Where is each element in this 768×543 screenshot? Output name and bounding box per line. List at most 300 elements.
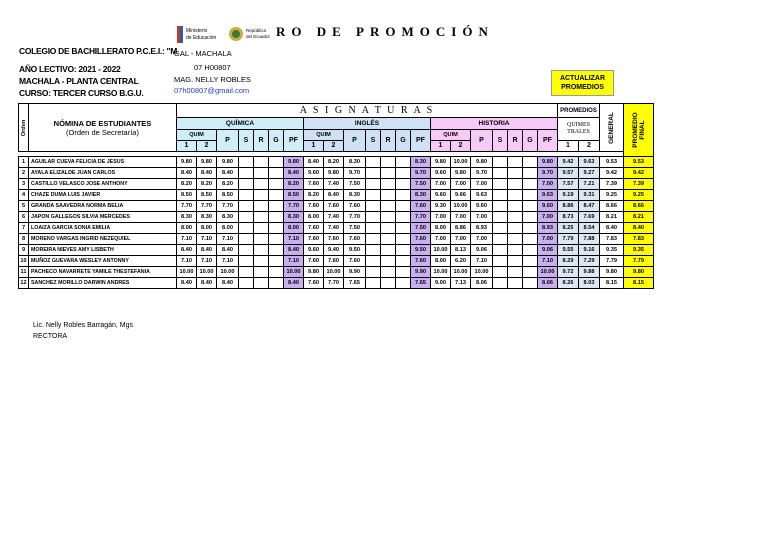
avg-q1: 8.29 xyxy=(558,256,579,267)
ingles-pf: 7.65 xyxy=(411,278,431,289)
avg-q1: 9.19 xyxy=(558,190,579,201)
historia-p: 10.00 xyxy=(471,267,493,278)
avg-q2: 9.31 xyxy=(579,190,600,201)
historia-p: 9.63 xyxy=(471,190,493,201)
signer-name: Lic. Nelly Robles Barragán, Mgs xyxy=(33,322,133,329)
quimica-g xyxy=(269,223,284,234)
ingles-s xyxy=(366,190,381,201)
avg-q1: 9.72 xyxy=(558,267,579,278)
quimica-pf: 8.20 xyxy=(284,179,304,190)
ingles-r xyxy=(381,256,396,267)
historia-s xyxy=(493,201,508,212)
row-order: 9 xyxy=(19,245,29,256)
quimica-q2: 8.00 xyxy=(197,223,217,234)
historia-q2: 9.66 xyxy=(451,190,471,201)
ingles-q1: 9.60 xyxy=(304,245,324,256)
quimica-r xyxy=(254,256,269,267)
student-list-header xyxy=(29,104,177,152)
pf-col-1: PF xyxy=(284,130,304,152)
ingles-q2: 9.80 xyxy=(324,168,344,179)
quimestrales-header: QUIMES TRALES xyxy=(558,118,600,141)
ingles-p: 7.65 xyxy=(344,278,366,289)
quimica-r xyxy=(254,267,269,278)
grades-table xyxy=(18,103,654,289)
final-average: 8.21 xyxy=(624,212,654,223)
avg-q1: 9.57 xyxy=(558,168,579,179)
historia-p: 9.06 xyxy=(471,245,493,256)
subject-ingles: INGLÉS xyxy=(304,118,431,130)
ingles-q2: 7.40 xyxy=(324,212,344,223)
historia-s xyxy=(493,179,508,190)
college-name: COLEGIO DE BACHILLERATO P.C.E.I.: "M xyxy=(19,46,178,56)
historia-p: 7.00 xyxy=(471,179,493,190)
ingles-p: 7.50 xyxy=(344,223,366,234)
student-row[interactable] xyxy=(19,234,654,245)
quimica-q2: 7.70 xyxy=(197,201,217,212)
historia-p: 9.60 xyxy=(471,201,493,212)
quimica-pf: 10.00 xyxy=(284,267,304,278)
ingles-g xyxy=(396,201,411,212)
quimica-p: 7.10 xyxy=(217,256,239,267)
quimica-s xyxy=(239,168,254,179)
ingles-q2: 7.40 xyxy=(324,223,344,234)
row-order: 1 xyxy=(19,157,29,168)
quimica-q2: 7.10 xyxy=(197,256,217,267)
ingles-s xyxy=(366,179,381,190)
historia-q2: 8.13 xyxy=(451,245,471,256)
ingles-q1: 8.40 xyxy=(304,157,324,168)
quimica-pf: 8.00 xyxy=(284,223,304,234)
student-name: AGUILAR CUEVA FELICIA DE JESUS xyxy=(29,157,177,168)
student-name: AYALA ELIZALDE JUAN CARLOS xyxy=(29,168,177,179)
avg-q2: 9.63 xyxy=(579,157,600,168)
quimica-p: 10.00 xyxy=(217,267,239,278)
quimica-q1: 9.80 xyxy=(177,157,197,168)
r-col-2: R xyxy=(381,130,396,152)
ingles-g xyxy=(396,267,411,278)
r-col-1: R xyxy=(254,130,269,152)
historia-pf: 9.60 xyxy=(538,201,558,212)
historia-g xyxy=(523,256,538,267)
student-list-subtitle: (Orden de Secretaría) xyxy=(66,127,139,137)
quimica-q2: 8.50 xyxy=(197,190,217,201)
ingles-g xyxy=(396,179,411,190)
quimica-q1: 7.10 xyxy=(177,234,197,245)
historia-r xyxy=(508,234,523,245)
student-row[interactable] xyxy=(19,212,654,223)
quimica-q1: 8.00 xyxy=(177,223,197,234)
historia-s xyxy=(493,278,508,289)
historia-pf: 10.00 xyxy=(538,267,558,278)
ingles-pf: 7.60 xyxy=(411,234,431,245)
general-average: 7.79 xyxy=(600,256,624,267)
historia-r xyxy=(508,168,523,179)
quimica-p: 7.10 xyxy=(217,234,239,245)
historia-g xyxy=(523,212,538,223)
historia-r xyxy=(508,157,523,168)
ingles-q2: 7.60 xyxy=(324,256,344,267)
historia-p: 7.10 xyxy=(471,256,493,267)
historia-q1: 7.00 xyxy=(431,179,451,190)
ingles-pf: 8.30 xyxy=(411,157,431,168)
q2-col-2: 2 xyxy=(324,141,344,152)
historia-pf: 9.80 xyxy=(538,157,558,168)
quimica-g xyxy=(269,256,284,267)
ingles-r xyxy=(381,278,396,289)
quimica-s xyxy=(239,234,254,245)
final-average: 9.80 xyxy=(624,267,654,278)
quim-label-2: QUIM xyxy=(304,130,344,141)
quimica-g xyxy=(269,212,284,223)
historia-q2: 7.00 xyxy=(451,234,471,245)
student-name: LOAIZA GARCIA SONIA EMILIA xyxy=(29,223,177,234)
student-row[interactable] xyxy=(19,278,654,289)
quimica-pf: 7.10 xyxy=(284,234,304,245)
avg-q2: 9.27 xyxy=(579,168,600,179)
general-average: 8.21 xyxy=(600,212,624,223)
ingles-p: 8.30 xyxy=(344,190,366,201)
avg-q2: 7.69 xyxy=(579,212,600,223)
quimica-p: 7.70 xyxy=(217,201,239,212)
general-average: 9.25 xyxy=(600,190,624,201)
ingles-pf: 7.50 xyxy=(411,179,431,190)
update-button-line2: PROMEDIOS xyxy=(561,84,604,91)
general-average: 9.80 xyxy=(600,267,624,278)
averages-header: PROMEDIOS xyxy=(558,104,600,118)
student-name: SANCHEZ MORILLO DARWIN ANDRES xyxy=(29,278,177,289)
school-code: 07 H00807 xyxy=(194,63,231,72)
quimica-q1: 8.20 xyxy=(177,179,197,190)
school-year: AÑO LECTIVO: 2021 - 2022 xyxy=(19,64,121,74)
quimica-p: 8.30 xyxy=(217,212,239,223)
historia-q1: 9.60 xyxy=(431,168,451,179)
q1-col-3: 1 xyxy=(431,141,451,152)
avg-q1: 8.73 xyxy=(558,212,579,223)
quimica-p: 8.50 xyxy=(217,190,239,201)
row-order: 4 xyxy=(19,190,29,201)
subject-quimica: QUÍMICA xyxy=(177,118,304,130)
avg-q1: 7.57 xyxy=(558,179,579,190)
student-row[interactable] xyxy=(19,245,654,256)
pf-col-2: PF xyxy=(411,130,431,152)
row-order: 10 xyxy=(19,256,29,267)
row-order: 11 xyxy=(19,267,29,278)
update-averages-button[interactable] xyxy=(551,70,614,96)
ingles-r xyxy=(381,245,396,256)
historia-s xyxy=(493,157,508,168)
ingles-p: 7.70 xyxy=(344,212,366,223)
ingles-p: 9.70 xyxy=(344,168,366,179)
quimica-g xyxy=(269,168,284,179)
final-average: 7.39 xyxy=(624,179,654,190)
quimica-pf: 8.40 xyxy=(284,245,304,256)
ingles-s xyxy=(366,267,381,278)
general-average: 9.35 xyxy=(600,245,624,256)
student-row[interactable] xyxy=(19,256,654,267)
historia-p: 9.70 xyxy=(471,168,493,179)
ingles-q2: 9.40 xyxy=(324,245,344,256)
historia-q2: 10.00 xyxy=(451,267,471,278)
historia-pf: 9.63 xyxy=(538,190,558,201)
ingles-s xyxy=(366,223,381,234)
ingles-p: 9.90 xyxy=(344,267,366,278)
quimica-g xyxy=(269,190,284,201)
historia-r xyxy=(508,212,523,223)
ingles-p: 7.60 xyxy=(344,201,366,212)
ingles-r xyxy=(381,168,396,179)
ingles-g xyxy=(396,212,411,223)
ingles-s xyxy=(366,201,381,212)
student-row[interactable] xyxy=(19,179,654,190)
final-average: 8.66 xyxy=(624,201,654,212)
school-email[interactable]: 07h00807@gmail.com xyxy=(174,86,250,95)
ingles-q1: 7.60 xyxy=(304,179,324,190)
historia-s xyxy=(493,256,508,267)
ingles-q1: 8.20 xyxy=(304,190,324,201)
historia-q1: 9.00 xyxy=(431,278,451,289)
final-average: 7.83 xyxy=(624,234,654,245)
avg-q1: 9.42 xyxy=(558,157,579,168)
historia-g xyxy=(523,267,538,278)
ingles-p: 9.50 xyxy=(344,245,366,256)
quimica-r xyxy=(254,234,269,245)
s-col-3: S xyxy=(493,130,508,152)
historia-q2: 7.00 xyxy=(451,212,471,223)
historia-s xyxy=(493,234,508,245)
ingles-q2: 7.60 xyxy=(324,234,344,245)
final-average: 7.79 xyxy=(624,256,654,267)
rector-name: MAG. NELLY ROBLES xyxy=(174,75,251,84)
ingles-q1: 7.60 xyxy=(304,234,324,245)
ingles-s xyxy=(366,278,381,289)
ingles-g xyxy=(396,278,411,289)
quimica-r xyxy=(254,245,269,256)
quimica-s xyxy=(239,179,254,190)
quimica-g xyxy=(269,278,284,289)
quim-label-1: QUIM xyxy=(177,130,217,141)
ingles-s xyxy=(366,168,381,179)
historia-r xyxy=(508,256,523,267)
quimica-pf: 8.50 xyxy=(284,190,304,201)
quimica-p: 8.40 xyxy=(217,278,239,289)
historia-g xyxy=(523,168,538,179)
row-order: 6 xyxy=(19,212,29,223)
ingles-pf: 9.70 xyxy=(411,168,431,179)
prom-q2: 2 xyxy=(579,141,600,152)
historia-pf: 8.93 xyxy=(538,223,558,234)
ingles-g xyxy=(396,168,411,179)
quimica-r xyxy=(254,157,269,168)
quimica-q2: 7.10 xyxy=(197,234,217,245)
student-name: MOREIRA NIEVES AMY LISBETH xyxy=(29,245,177,256)
historia-p: 9.80 xyxy=(471,157,493,168)
historia-g xyxy=(523,201,538,212)
historia-g xyxy=(523,278,538,289)
quimica-g xyxy=(269,157,284,168)
ingles-g xyxy=(396,190,411,201)
quimica-r xyxy=(254,223,269,234)
final-average: 9.25 xyxy=(624,190,654,201)
historia-q1: 9.30 xyxy=(431,201,451,212)
avg-q1: 8.26 xyxy=(558,278,579,289)
quimica-s xyxy=(239,201,254,212)
campus: MACHALA - PLANTA CENTRAL xyxy=(19,76,139,86)
historia-q2: 7.13 xyxy=(451,278,471,289)
final-average: 8.15 xyxy=(624,278,654,289)
quimica-p: 8.00 xyxy=(217,223,239,234)
ingles-r xyxy=(381,179,396,190)
order-header: Orden xyxy=(19,104,29,152)
historia-p: 8.93 xyxy=(471,223,493,234)
p-col-2: P xyxy=(344,130,366,152)
historia-pf: 7.00 xyxy=(538,234,558,245)
general-average: 7.83 xyxy=(600,234,624,245)
historia-q1: 8.00 xyxy=(431,223,451,234)
ingles-q2: 7.40 xyxy=(324,179,344,190)
quimica-pf: 7.10 xyxy=(284,256,304,267)
row-order: 2 xyxy=(19,168,29,179)
g-col-2: G xyxy=(396,130,411,152)
historia-p: 7.00 xyxy=(471,212,493,223)
student-row[interactable] xyxy=(19,223,654,234)
ingles-pf: 8.30 xyxy=(411,190,431,201)
subject-historia: HISTORIA xyxy=(431,118,558,130)
p-col-1: P xyxy=(217,130,239,152)
historia-r xyxy=(508,179,523,190)
ingles-pf: 7.60 xyxy=(411,256,431,267)
quimica-q2: 8.30 xyxy=(197,212,217,223)
historia-r xyxy=(508,190,523,201)
historia-r xyxy=(508,201,523,212)
final-average: 9.42 xyxy=(624,168,654,179)
q2-col-1: 2 xyxy=(197,141,217,152)
quimica-g xyxy=(269,179,284,190)
historia-q2: 6.20 xyxy=(451,256,471,267)
logo-text-1: Ministerio xyxy=(186,28,208,34)
avg-q2: 8.54 xyxy=(579,223,600,234)
student-name: CHAZE DUMA LUIS JAVIER xyxy=(29,190,177,201)
quimica-p: 9.80 xyxy=(217,157,239,168)
ingles-q2: 8.40 xyxy=(324,190,344,201)
quimica-q1: 8.50 xyxy=(177,190,197,201)
quimica-pf: 8.40 xyxy=(284,168,304,179)
historia-q1: 8.00 xyxy=(431,256,451,267)
ingles-r xyxy=(381,201,396,212)
quimica-q1: 8.40 xyxy=(177,168,197,179)
ingles-q1: 7.60 xyxy=(304,223,324,234)
quimica-r xyxy=(254,201,269,212)
historia-pf: 9.06 xyxy=(538,245,558,256)
student-row[interactable] xyxy=(19,267,654,278)
quimica-r xyxy=(254,179,269,190)
historia-pf: 8.06 xyxy=(538,278,558,289)
student-name: GRANDA SAAVEDRA NORMA BELIA xyxy=(29,201,177,212)
student-row[interactable] xyxy=(19,168,654,179)
p-col-3: P xyxy=(471,130,493,152)
row-order: 7 xyxy=(19,223,29,234)
location-text: GAL - MACHALA xyxy=(174,49,232,58)
historia-r xyxy=(508,278,523,289)
final-average: 8.40 xyxy=(624,223,654,234)
general-average: 7.39 xyxy=(600,179,624,190)
q1-col-1: 1 xyxy=(177,141,197,152)
ingles-p: 7.50 xyxy=(344,179,366,190)
ingles-s xyxy=(366,157,381,168)
quimica-q2: 8.40 xyxy=(197,278,217,289)
quimica-r xyxy=(254,168,269,179)
q2-col-3: 2 xyxy=(451,141,471,152)
ingles-g xyxy=(396,223,411,234)
ingles-p: 8.30 xyxy=(344,157,366,168)
ingles-q1: 9.60 xyxy=(304,168,324,179)
ingles-q2: 7.60 xyxy=(324,201,344,212)
historia-g xyxy=(523,234,538,245)
historia-g xyxy=(523,245,538,256)
row-order: 12 xyxy=(19,278,29,289)
quimica-q2: 8.20 xyxy=(197,179,217,190)
ingles-r xyxy=(381,223,396,234)
g-col-3: G xyxy=(523,130,538,152)
ingles-pf: 9.50 xyxy=(411,245,431,256)
quimica-r xyxy=(254,212,269,223)
final-average: 9.53 xyxy=(624,157,654,168)
historia-r xyxy=(508,223,523,234)
ingles-s xyxy=(366,256,381,267)
ingles-g xyxy=(396,157,411,168)
ingles-pf: 7.70 xyxy=(411,212,431,223)
general-average: 9.42 xyxy=(600,168,624,179)
grades-body xyxy=(19,157,654,289)
ingles-q2: 10.00 xyxy=(324,267,344,278)
quimica-s xyxy=(239,223,254,234)
historia-g xyxy=(523,157,538,168)
ingles-pf: 7.60 xyxy=(411,201,431,212)
quimica-q2: 8.40 xyxy=(197,168,217,179)
ingles-q1: 7.60 xyxy=(304,278,324,289)
logo-text-4: del Ecuador xyxy=(246,34,271,39)
ingles-r xyxy=(381,212,396,223)
historia-g xyxy=(523,179,538,190)
ingles-q1: 7.60 xyxy=(304,256,324,267)
avg-q2: 8.47 xyxy=(579,201,600,212)
prom-q1: 1 xyxy=(558,141,579,152)
historia-s xyxy=(493,267,508,278)
g-col-1: G xyxy=(269,130,284,152)
historia-g xyxy=(523,223,538,234)
quimica-q1: 7.10 xyxy=(177,256,197,267)
historia-q1: 7.00 xyxy=(431,212,451,223)
quimica-q2: 8.40 xyxy=(197,245,217,256)
ingles-pf: 9.90 xyxy=(411,267,431,278)
row-order: 8 xyxy=(19,234,29,245)
row-order: 5 xyxy=(19,201,29,212)
quimica-s xyxy=(239,190,254,201)
student-row[interactable] xyxy=(19,190,654,201)
student-row[interactable] xyxy=(19,201,654,212)
general-average: 8.15 xyxy=(600,278,624,289)
general-average: 8.40 xyxy=(600,223,624,234)
ingles-s xyxy=(366,245,381,256)
quimica-s xyxy=(239,278,254,289)
student-row[interactable] xyxy=(19,157,654,168)
historia-p: 7.00 xyxy=(471,234,493,245)
update-button-line1: ACTUALIZAR xyxy=(559,75,606,82)
quimica-r xyxy=(254,190,269,201)
quimica-pf: 8.30 xyxy=(284,212,304,223)
r-col-3: R xyxy=(508,130,523,152)
general-average: 8.66 xyxy=(600,201,624,212)
quimica-q1: 8.30 xyxy=(177,212,197,223)
